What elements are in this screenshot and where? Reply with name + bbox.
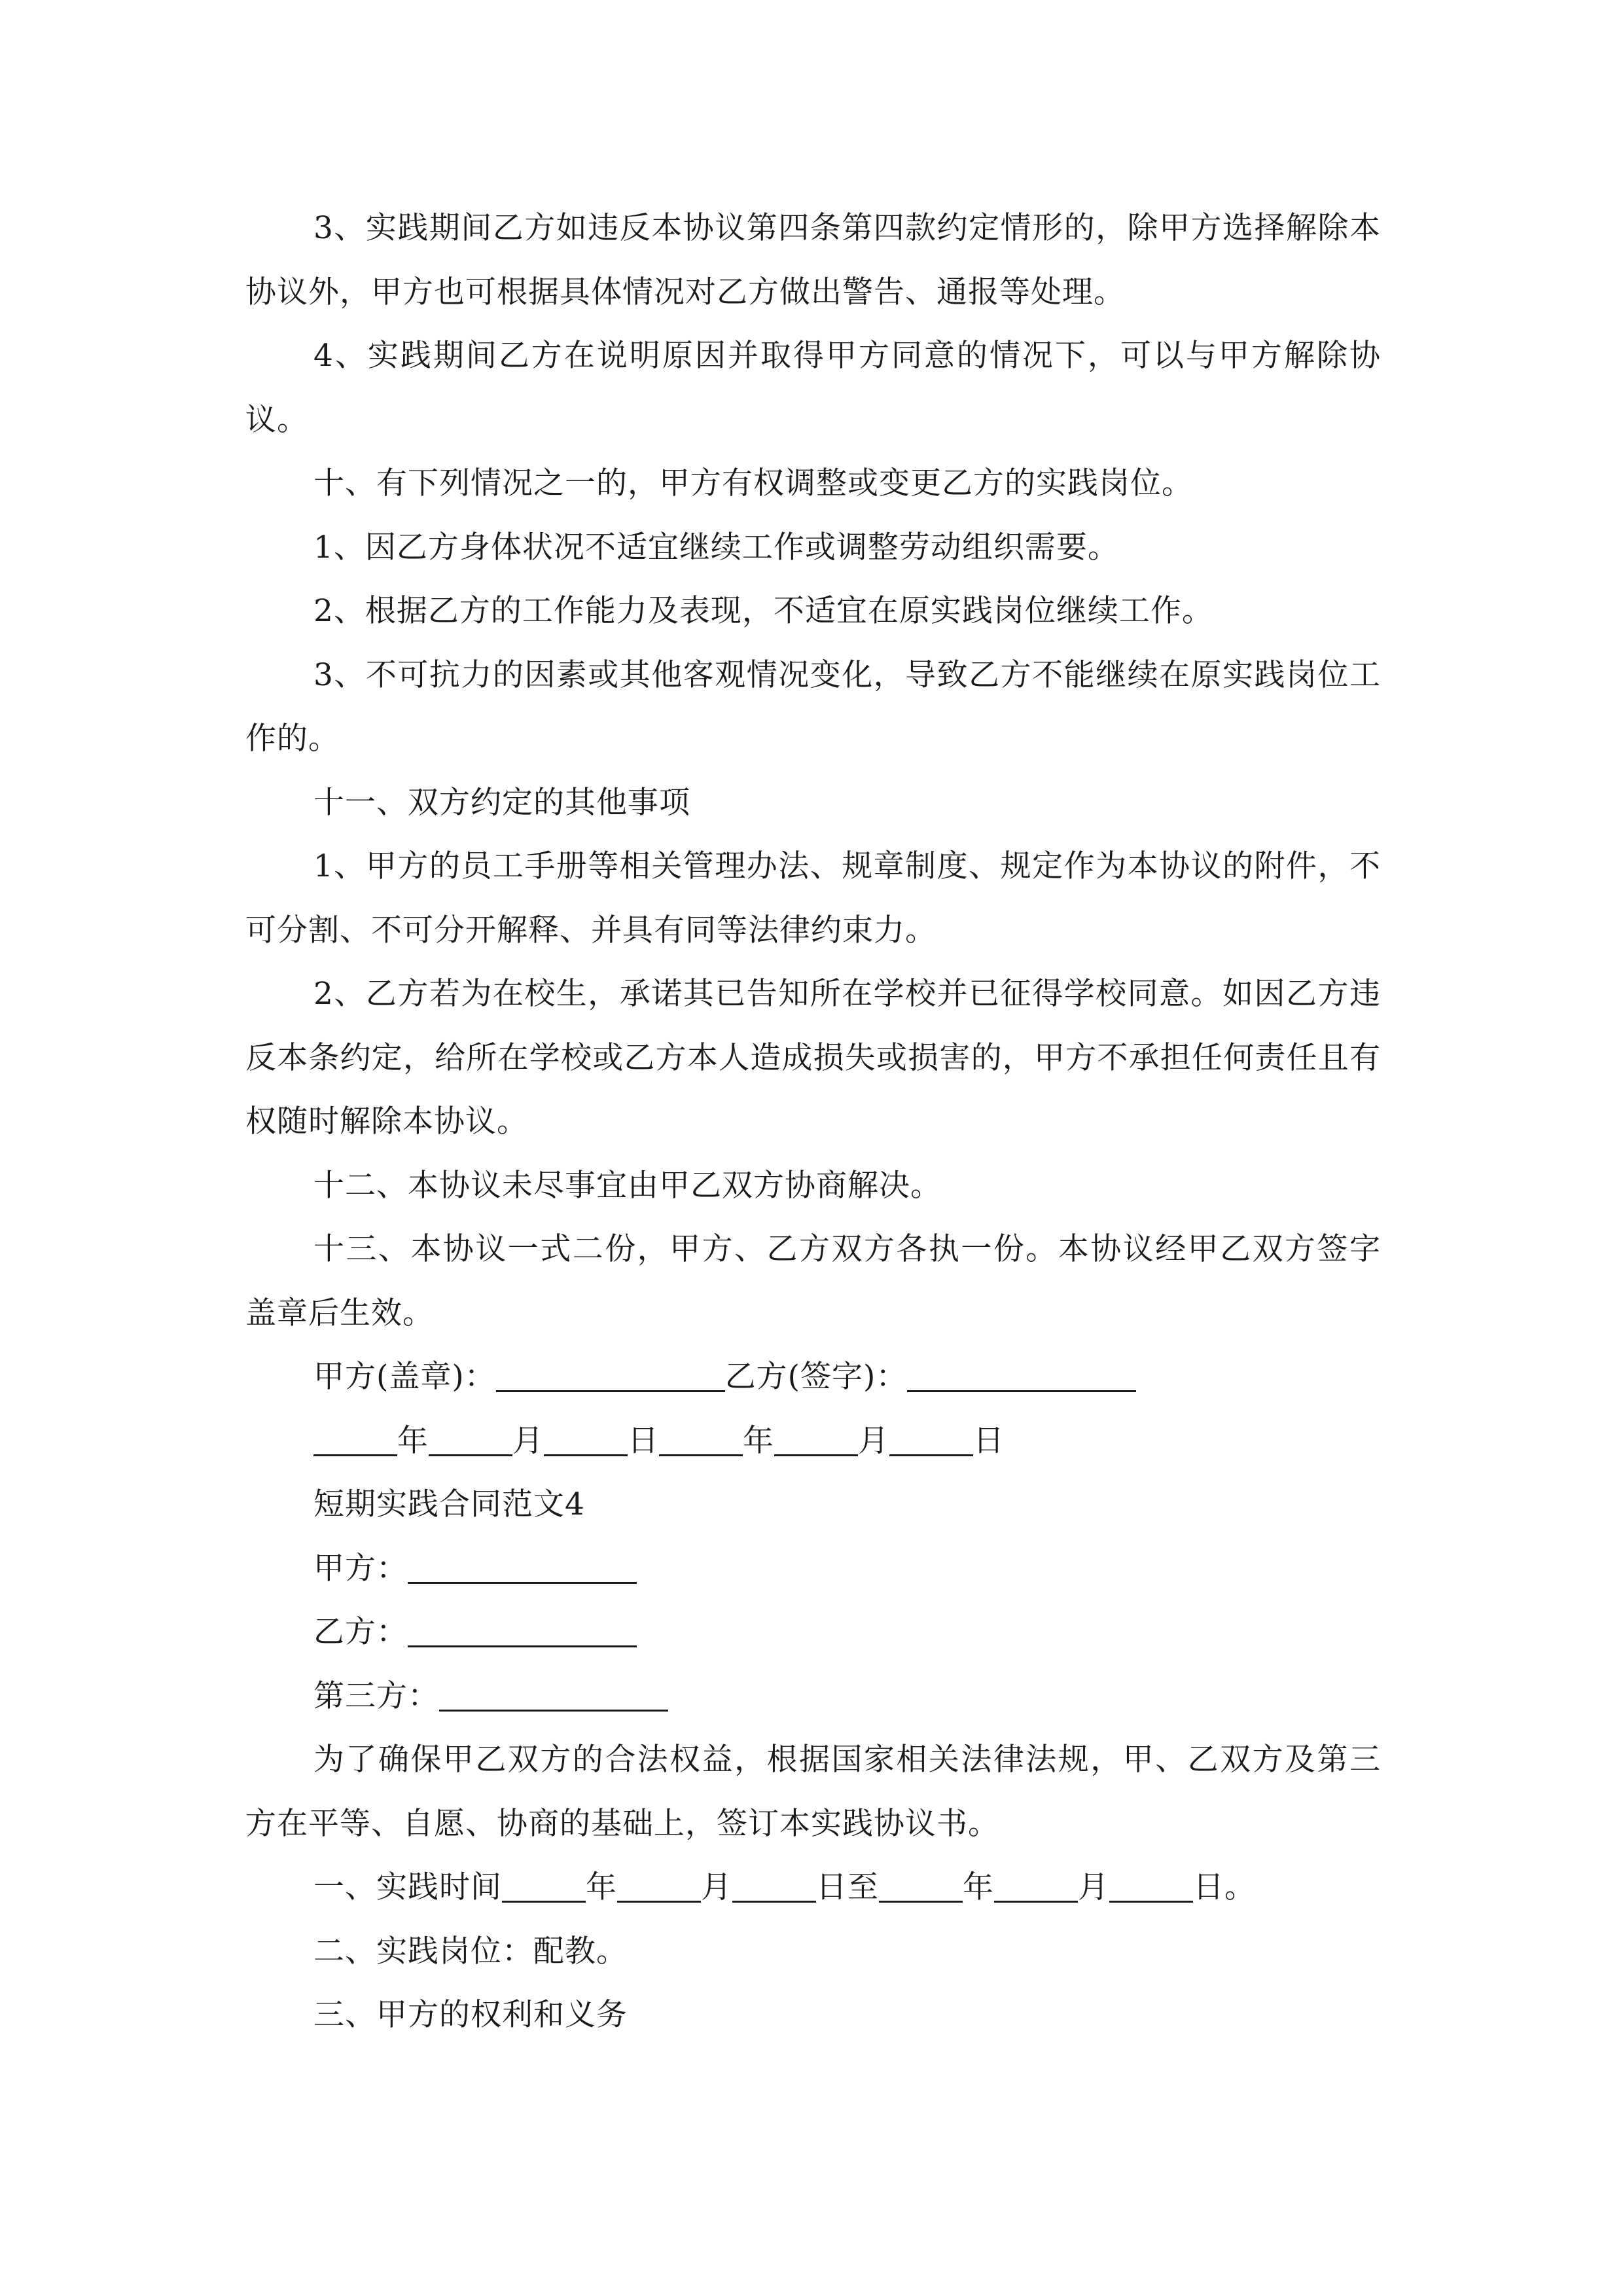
party-a-seal-label: 甲方(盖章)： — [313, 1359, 496, 1395]
date-blank[interactable] — [659, 1420, 743, 1456]
party-a-blank[interactable] — [408, 1548, 637, 1584]
day-to-label: 日至 — [816, 1869, 879, 1905]
rights-heading: 三、甲方的权利和义务 — [313, 1997, 628, 2033]
party-b-blank[interactable] — [408, 1611, 637, 1647]
year-label: 年 — [963, 1869, 994, 1905]
clause-heading: 十、有下列情况之一的，甲方有权调整或变更乙方的实践岗位。 — [313, 465, 1193, 501]
intro-paragraph: 为了确保甲乙双方的合法权益，根据国家相关法律法规，甲、乙双方及第三方在平等、自愿、协商的基础上，签订本实践协议书。 — [245, 1742, 1381, 1842]
document-body — [245, 196, 1381, 2047]
party-b-label: 乙方： — [313, 1614, 408, 1650]
year-label: 年 — [743, 1422, 774, 1459]
date-blank[interactable] — [429, 1420, 512, 1456]
term-label: 一、实践时间 — [313, 1869, 502, 1905]
year-label: 年 — [586, 1869, 617, 1905]
date-blank[interactable] — [313, 1420, 397, 1456]
post-line: 二、实践岗位：配教。 — [313, 1933, 628, 1969]
month-label: 月 — [1078, 1869, 1109, 1905]
party-b-sign-label: 乙方(签字)： — [724, 1359, 908, 1395]
date-blank[interactable] — [889, 1420, 973, 1456]
clause-paragraph: 1、甲方的员工手册等相关管理办法、规章制度、规定作为本协议的附件，不可分割、不可分开解释、并具有同等法律约束力。 — [245, 848, 1381, 948]
party-b-line — [245, 1600, 1381, 1664]
third-party-blank[interactable] — [439, 1676, 668, 1712]
clause-heading: 十二、本协议未尽事宜由甲乙双方协商解决。 — [313, 1167, 942, 1204]
clause-paragraph: 2、乙方若为在校生，承诺其已告知所在学校并已征得学校同意。如因乙方违反本条约定，给所在学校或乙方本人造成损失或损害的，甲方不承担任何责任且有权随时解除本协议。 — [245, 976, 1381, 1139]
day-label: 日 — [973, 1422, 1005, 1459]
section-title: 短期实践合同范文4 — [313, 1486, 585, 1522]
date-blank[interactable] — [879, 1867, 963, 1903]
signature-date-line — [245, 1409, 1381, 1473]
day-label: 日 — [628, 1422, 659, 1459]
term-line — [245, 1856, 1381, 1920]
month-label: 月 — [701, 1869, 732, 1905]
clause-heading: 十三、本协议一式二份，甲方、乙方双方各执一份。本协议经甲乙双方签字盖章后生效。 — [245, 1231, 1381, 1331]
signature-line — [245, 1345, 1381, 1409]
party-b-sign-blank[interactable] — [907, 1356, 1136, 1392]
date-blank[interactable] — [994, 1867, 1078, 1903]
party-a-label: 甲方： — [313, 1550, 408, 1587]
clause-paragraph: 1、因乙方身体状况不适宜继续工作或调整劳动组织需要。 — [313, 529, 1119, 565]
clause-paragraph: 2、根据乙方的工作能力及表现，不适宜在原实践岗位继续工作。 — [313, 593, 1213, 629]
year-label: 年 — [397, 1422, 429, 1459]
third-party-label: 第三方： — [313, 1677, 439, 1714]
clause-heading: 十一、双方约定的其他事项 — [313, 784, 690, 821]
date-blank[interactable] — [617, 1867, 701, 1903]
date-blank[interactable] — [732, 1867, 816, 1903]
date-blank[interactable] — [1109, 1867, 1193, 1903]
date-blank[interactable] — [774, 1420, 858, 1456]
clause-paragraph: 4、实践期间乙方在说明原因并取得甲方同意的情况下，可以与甲方解除协议。 — [245, 338, 1381, 438]
month-label: 月 — [858, 1422, 889, 1459]
clause-paragraph: 3、不可抗力的因素或其他客观情况变化，导致乙方不能继续在原实践岗位工作的。 — [245, 656, 1381, 757]
date-blank[interactable] — [544, 1420, 628, 1456]
third-party-line — [245, 1664, 1381, 1729]
party-a-line — [245, 1537, 1381, 1601]
date-blank[interactable] — [502, 1867, 586, 1903]
day-end-label: 日。 — [1193, 1869, 1256, 1905]
clause-paragraph: 3、实践期间乙方如违反本协议第四条第四款约定情形的，除甲方选择解除本协议外，甲方也可根据具体情况对乙方做出警告、通报等处理。 — [245, 210, 1381, 310]
party-a-seal-blank[interactable] — [496, 1356, 725, 1392]
month-label: 月 — [512, 1422, 544, 1459]
